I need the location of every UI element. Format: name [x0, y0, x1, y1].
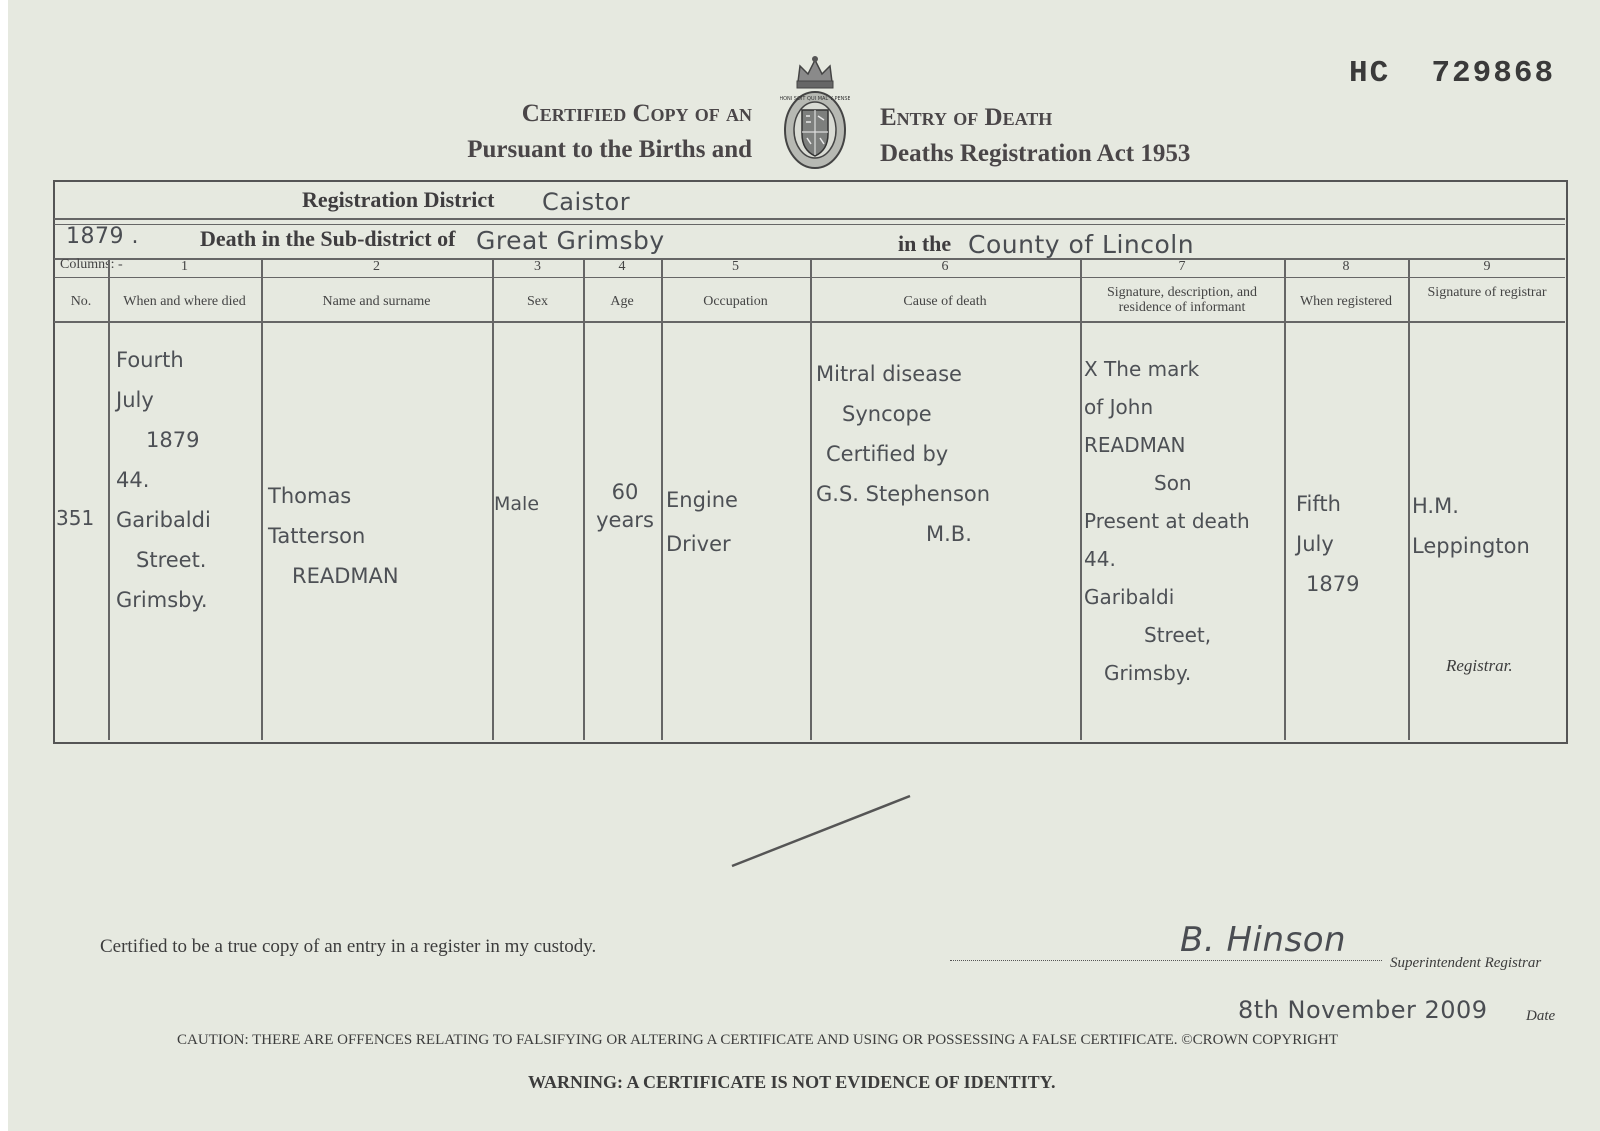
registrar-title: Registrar.	[1446, 656, 1513, 675]
header-right-line2: Deaths Registration Act 1953	[880, 140, 1191, 167]
district-divider-inner	[54, 224, 1565, 225]
occupation-line: Engine	[666, 488, 738, 512]
header-right-line1: Entry of Death	[880, 104, 1053, 131]
signature-dotted-line	[950, 960, 1382, 961]
serial-number	[1349, 56, 1555, 91]
column-header: Name and surname	[322, 294, 431, 309]
name-line: Tatterson	[268, 524, 366, 548]
strike-through-line	[728, 790, 914, 870]
age-line: 60	[611, 480, 639, 504]
header-left-line2: Pursuant to the Births and	[467, 136, 752, 163]
death-date-place-line: Garibaldi	[116, 508, 211, 532]
column-header: Age	[610, 294, 634, 309]
entry-cause-of-death	[816, 354, 1078, 554]
informant-line: X The mark	[1084, 357, 1200, 381]
serial-number-value: 729868	[1431, 56, 1556, 91]
column-number: 1	[181, 259, 188, 274]
cause-line: Syncope	[842, 402, 932, 426]
informant-line: Street,	[1144, 623, 1212, 647]
entry-registrar-signature	[1412, 486, 1562, 566]
entry-sex: Male	[494, 493, 540, 515]
entry-occupation	[666, 478, 806, 566]
serial-prefix: HC	[1349, 56, 1391, 91]
occupation-line: Driver	[666, 532, 731, 556]
superintendent-registrar-label: Superintendent Registrar	[1390, 955, 1542, 971]
column-number: 3	[534, 259, 541, 274]
cause-line: Mitral disease	[816, 362, 962, 386]
column-number: 7	[1178, 259, 1186, 274]
column-number: 2	[373, 259, 380, 274]
registered-date-line: 1879	[1306, 572, 1360, 596]
column-number: 8	[1342, 259, 1350, 274]
death-date-place-line: July	[116, 388, 154, 412]
certificate-date-value: 8th November 2009	[1238, 996, 1488, 1024]
registration-district-label: Registration District	[302, 187, 495, 212]
column-number: 6	[941, 259, 949, 274]
entry-no: 351	[56, 506, 95, 530]
subdistrict-value: Great Grimsby	[476, 226, 665, 255]
subdistrict-label: Death in the Sub-district of	[200, 226, 456, 251]
crest-motto: HONI SOIT QUI MAL Y PENSE	[780, 96, 850, 102]
entry-when-where	[116, 340, 260, 620]
informant-line: 44.	[1084, 547, 1116, 571]
informant-line: Son	[1154, 471, 1192, 495]
superintendent-signature: B. Hinson	[1180, 920, 1347, 960]
col-divider-6	[810, 258, 812, 740]
death-date-place-line: Grimsby.	[116, 588, 208, 612]
date-label: Date	[1526, 1008, 1556, 1024]
col-divider-2	[261, 258, 263, 740]
column-header: Sex	[527, 294, 548, 309]
col-divider-1	[108, 258, 110, 740]
caution-notice: CAUTION: THERE ARE OFFENCES RELATING TO FALSIFYING OR ALTERING A CERTIFICATE AND USING OR POSSESSING A FALSE CERTIFICATE. ©CROWN COPYRIGHT	[177, 1032, 1339, 1048]
cause-line: Certified by	[826, 442, 949, 466]
column-header: Signature of registrar	[1427, 285, 1547, 300]
informant-line: of John	[1084, 395, 1154, 419]
district-divider	[54, 218, 1565, 220]
cause-line: M.B.	[926, 522, 972, 546]
county-label: in the	[898, 231, 952, 256]
col-divider-9	[1408, 258, 1410, 740]
name-line: Thomas	[268, 484, 352, 508]
death-date-place-line: Street.	[136, 548, 207, 572]
header-left	[380, 96, 752, 168]
death-date-place-line: Fourth	[116, 348, 184, 372]
column-header: Cause of death	[903, 294, 987, 309]
column-header: No.	[70, 294, 92, 309]
informant-line: READMAN	[1084, 433, 1186, 457]
informant-line: Grimsby.	[1104, 661, 1192, 685]
column-number: 5	[732, 259, 739, 274]
registered-date-line: Fifth	[1296, 492, 1341, 516]
entry-year: 1879 .	[66, 224, 139, 249]
column-header: When and where died	[123, 294, 246, 309]
death-date-place-line: 1879	[146, 428, 200, 452]
col-divider-4	[583, 258, 585, 740]
entry-when-registered	[1296, 484, 1406, 604]
royal-crest-emblem	[780, 52, 850, 174]
column-number: 9	[1483, 259, 1491, 274]
column-number: 4	[618, 259, 626, 274]
death-date-place-line: 44.	[116, 468, 150, 492]
col-divider-7	[1080, 258, 1082, 740]
col-divider-5	[661, 258, 663, 740]
identity-warning: WARNING: A CERTIFICATE IS NOT EVIDENCE OF IDENTITY.	[528, 1072, 1056, 1092]
header-left-line1: Certified Copy of an	[521, 100, 752, 127]
column-header: When registered	[1299, 294, 1393, 309]
header-right	[880, 100, 1300, 172]
registration-district-value: Caistor	[542, 188, 631, 216]
certified-statement: Certified to be a true copy of an entry in a register in my custody.	[100, 936, 597, 957]
entry-informant	[1084, 350, 1284, 692]
columns-label: Columns: -	[60, 257, 123, 272]
age-line: years	[596, 508, 654, 532]
registrar-name-line: Leppington	[1412, 534, 1530, 558]
registrar-name-line: H.M.	[1412, 494, 1459, 518]
column-header: Signature, description, and residence of informant	[1106, 285, 1258, 315]
informant-line: Present at death	[1084, 509, 1250, 533]
cause-line: G.S. Stephenson	[816, 482, 991, 506]
entry-age	[590, 478, 660, 534]
name-line: READMAN	[292, 564, 399, 588]
col-divider-8	[1284, 258, 1286, 740]
registered-date-line: July	[1296, 532, 1334, 556]
informant-line: Garibaldi	[1084, 585, 1175, 609]
entry-name	[268, 476, 488, 596]
county-value: County of Lincoln	[968, 230, 1195, 259]
column-header: Occupation	[703, 294, 768, 309]
